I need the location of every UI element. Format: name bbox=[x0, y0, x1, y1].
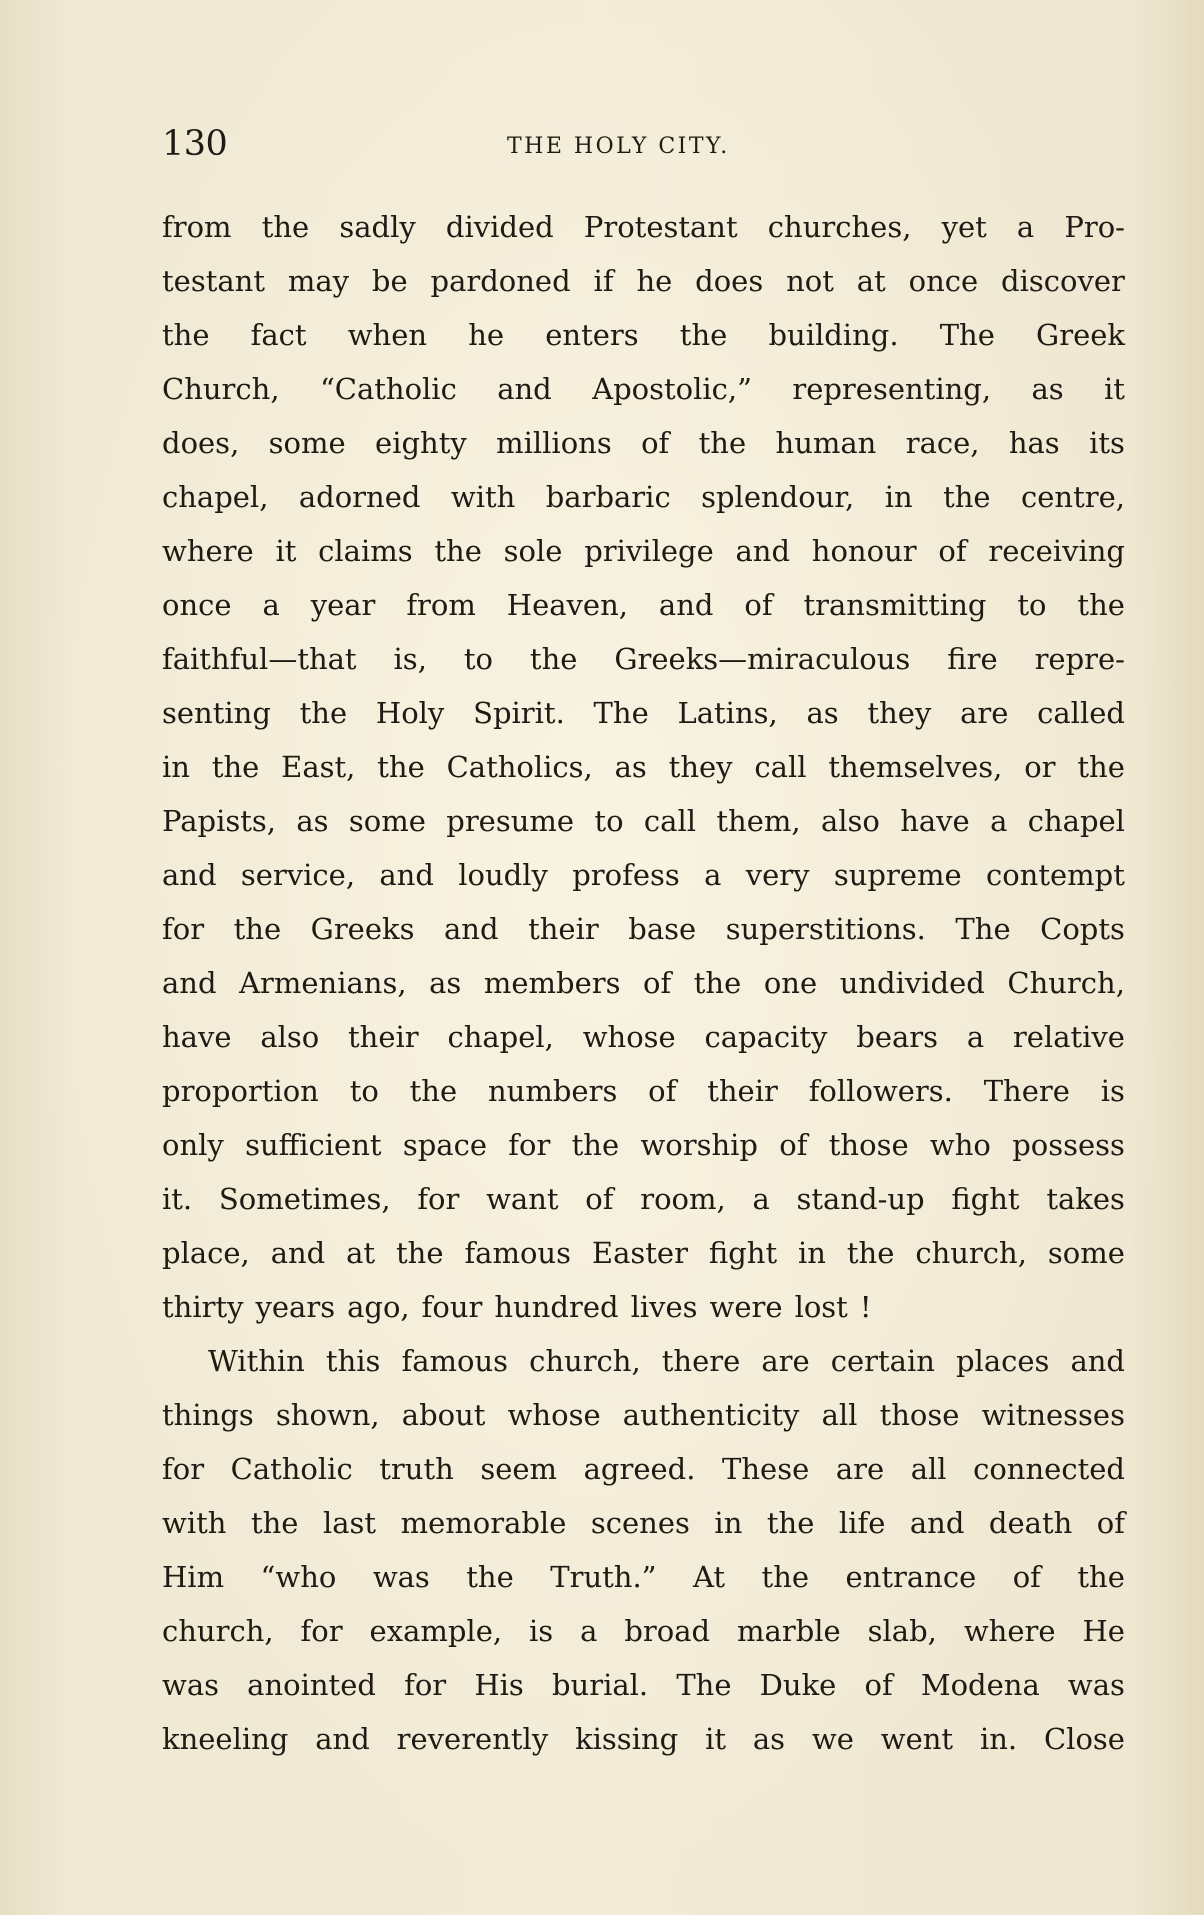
text-line: place, and at the famous Easter fight in the church, some bbox=[162, 1236, 1125, 1270]
text-line: for Catholic truth seem agreed. These are all connected bbox=[162, 1452, 1125, 1486]
text-line: for the Greeks and their base superstitions. The Copts bbox=[162, 912, 1125, 946]
text-line: where it claims the sole privilege and honour of receiving bbox=[162, 534, 1125, 568]
text-line: have also their chapel, whose capacity bears a relative bbox=[162, 1020, 1125, 1054]
text-line: senting the Holy Spirit. The Latins, as they are called bbox=[162, 696, 1125, 730]
text-line: proportion to the numbers of their followers. There is bbox=[162, 1074, 1125, 1108]
text-line: in the East, the Catholics, as they call themselves, or the bbox=[162, 750, 1125, 784]
text-line: was anointed for His burial. The Duke of Modena was bbox=[162, 1668, 1125, 1702]
running-title: THE HOLY CITY. bbox=[507, 134, 730, 159]
text-line: kneeling and reverently kissing it as we went in. Close bbox=[162, 1722, 1125, 1756]
text-line: and Armenians, as members of the one undivided Church, bbox=[162, 966, 1125, 1000]
text-line: Church, “Catholic and Apostolic,” representing, as it bbox=[162, 372, 1125, 406]
text-line: once a year from Heaven, and of transmitting to the bbox=[162, 588, 1125, 622]
text-line: chapel, adorned with barbaric splendour, in the centre, bbox=[162, 480, 1125, 514]
text-line: thirty years ago, four hundred lives were lost ! bbox=[162, 1290, 872, 1324]
text-line: Within this famous church, there are certain places and bbox=[208, 1344, 1125, 1378]
text-line: testant may be pardoned if he does not at once discover bbox=[162, 264, 1125, 298]
page-number: 130 bbox=[162, 124, 228, 164]
text-line: with the last memorable scenes in the life and death of bbox=[162, 1506, 1125, 1540]
text-line: does, some eighty millions of the human race, has its bbox=[162, 426, 1125, 460]
text-line: faithful—that is, to the Greeks—miraculous fire repre- bbox=[162, 642, 1125, 676]
text-line: only sufficient space for the worship of those who possess bbox=[162, 1128, 1125, 1162]
text-line: Papists, as some presume to call them, also have a chapel bbox=[162, 804, 1125, 838]
text-line: and service, and loudly profess a very supreme contempt bbox=[162, 858, 1125, 892]
text-line: church, for example, is a broad marble slab, where He bbox=[162, 1614, 1125, 1648]
page-header bbox=[162, 124, 1125, 174]
text-line: Him “who was the Truth.” At the entrance of the bbox=[162, 1560, 1125, 1594]
text-line: things shown, about whose authenticity all those witnesses bbox=[162, 1398, 1125, 1432]
text-line: from the sadly divided Protestant churches, yet a Pro- bbox=[162, 210, 1125, 244]
text-line: it. Sometimes, for want of room, a stand-up fight takes bbox=[162, 1182, 1125, 1216]
body-text bbox=[162, 200, 1125, 1766]
text-line: the fact when he enters the building. The Greek bbox=[162, 318, 1125, 352]
